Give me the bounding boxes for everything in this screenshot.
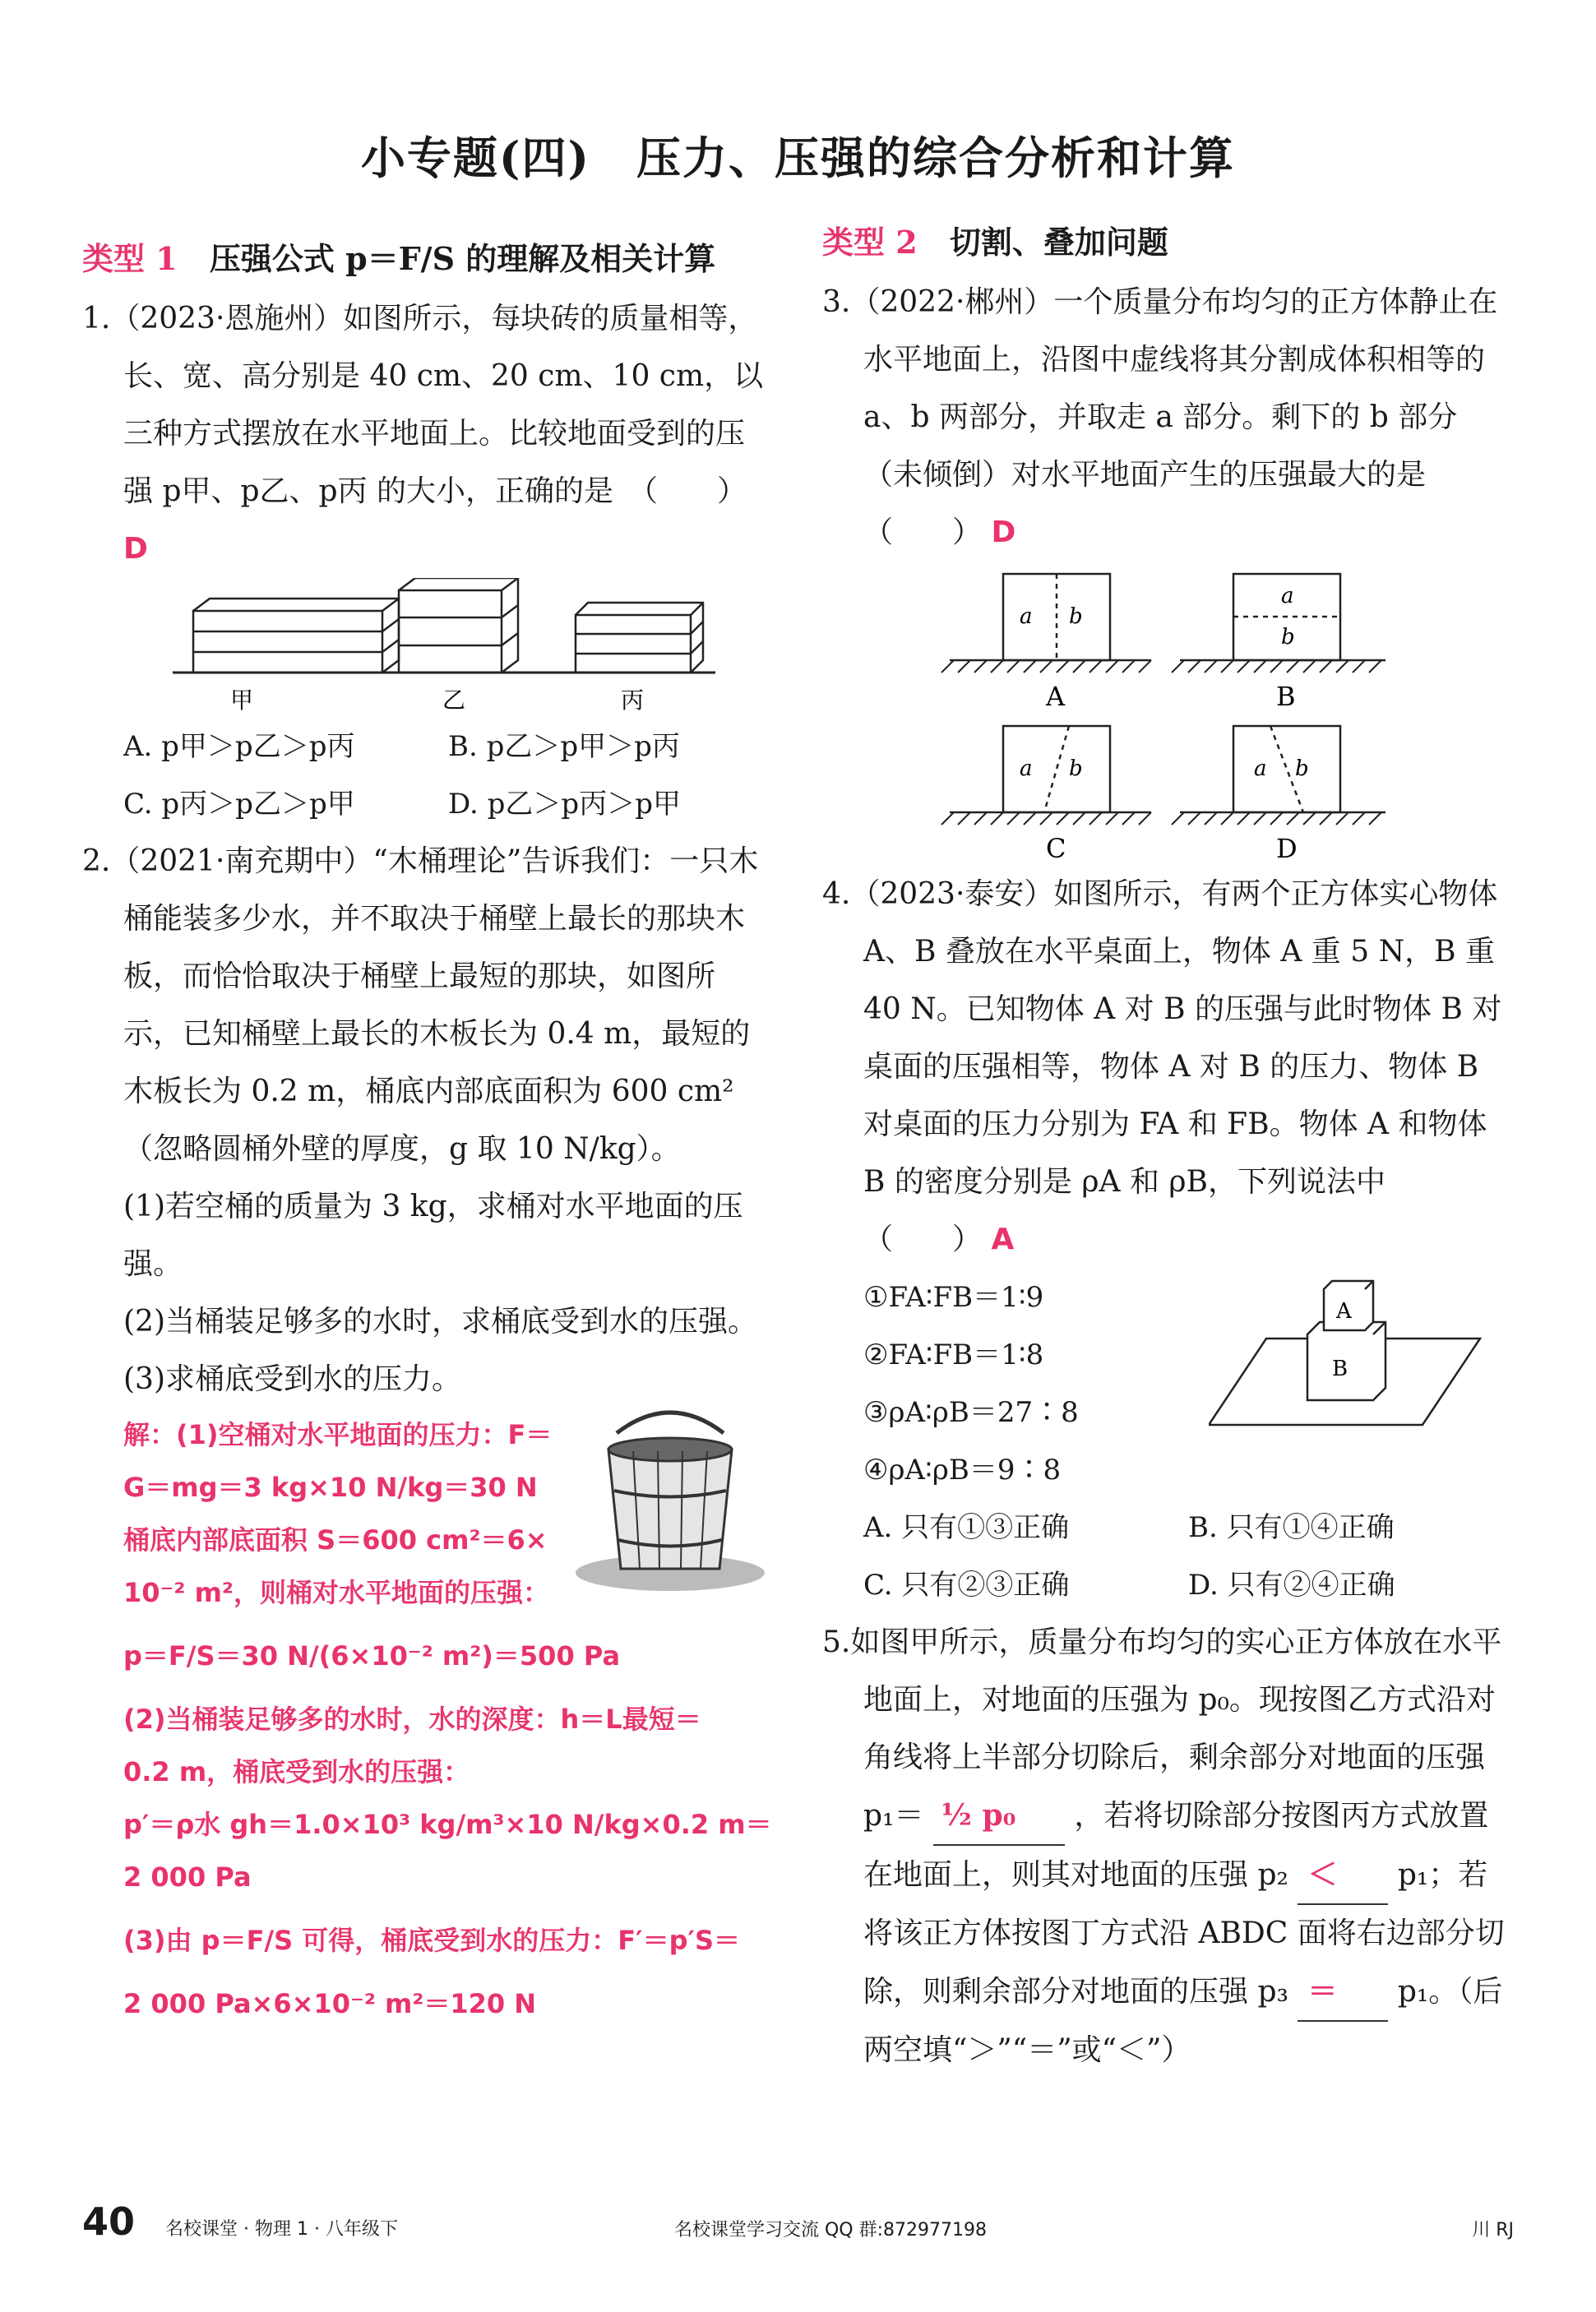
svg-text:a: a [1020,756,1033,781]
q3-answer: D [991,516,1016,549]
fig-label-jia: 甲 [230,687,254,714]
footer-qq: 名校课堂学习交流 QQ 群:872977198 [674,2220,988,2240]
fig-label-d: D [1276,833,1298,864]
svg-text:a: a [1020,604,1033,629]
q2-solution [82,1408,773,2030]
question-5 [822,1614,1513,2079]
page-title: 小专题(四) 压力、压强的综合分析和计算 [360,132,1236,184]
fig-label-a: A [1046,681,1066,712]
q1-option-a: A. p甲＞p乙＞p丙 [123,730,355,763]
question-2: 2.（2021·南充期中）“木桶理论”告诉我们：一只木桶能装多少水，并不取决于桶壁上最长的那块木板，而恰恰取决于桶壁上最短的那块，如图所示，已知桶壁上最长的木板长为 0.4 m，最短的木板长为 0.2 m，桶底内部底面积为 600 cm²（忽略圆桶外壁的厚度，g 取 10 N/kg）。 [82,844,759,1166]
right-column [822,218,1513,2079]
q3-text: 3.（2022·郴州）一个质量分布均匀的正方体静止在水平地面上，沿图中虚线将其分割成体积相等的 a、b 两部分，并取走 a 部分。剩下的 b 部分（未倾倒）对水平地面产生的压强最大的是 （ ） [822,285,1498,549]
q1-text: 1.（2023·恩施州）如图所示，每块砖的质量相等，长、宽、高分别是 40 cm、20 cm、10 cm，以三种方式摆放在水平地面上。比较地面受到的压强 p甲、p乙、p丙 的大小，正确的是 （ ） [82,302,764,508]
q5-text-d: p₁。（后两空填“＞”“＝”或“＜”） [863,1975,1503,2067]
q2-sub-1: (1)若空桶的质量为 3 kg，求桶对水平地面的压强。 [123,1190,743,1281]
question-3 [822,274,1513,562]
footer-book: 名校课堂 · 物理 1 · 八年级下 [165,2219,398,2240]
q2-sol-line-4: 10⁻² m²，则桶对水平地面的压强： [123,1577,549,1608]
q2-sol-line-1: 解：(1)空桶对水平地面的压力：F＝ [123,1419,553,1450]
svg-text:a: a [1281,584,1294,608]
svg-text:b: b [1281,625,1295,650]
stacked-blocks-figure [1209,1277,1488,1458]
q2-sol-line-6: (2)当桶装足够多的水时，水的深度：h＝L最短＝ [123,1704,701,1735]
q1-answer: D [123,532,148,566]
svg-text:b: b [1295,756,1309,781]
q5-blank-3: ＝ [1298,1963,1388,2022]
q2-sub-3: (3)求桶底受到水的压力。 [123,1362,461,1396]
question-1 [82,290,773,578]
type1-title: 压强公式 p＝F/S 的理解及相关计算 [209,240,716,277]
q1-options [82,718,773,833]
q2-sol-line-8: p′＝ρ水 gh＝1.0×10³ kg/m³×10 N/kg×0.2 m＝ [123,1809,772,1840]
q2-sol-line-9: 2 000 Pa [123,1861,252,1893]
bricks-figure [82,578,773,718]
page-number: 40 [82,2199,136,2244]
q5-blank-1: ½ p₀ [933,1787,1065,1846]
type1-heading [82,234,773,284]
q4-answer: A [991,1223,1015,1256]
q4-option-d: D. 只有②④正确 [1188,1569,1395,1602]
q4-text: 4.（2023·泰安）如图所示，有两个正方体实心物体 A、B 叠放在水平桌面上，物体 A 重 5 N，B 重 40 N。已知物体 A 对 B 的压强与此时物体 B 对桌面的压强相等，物体 A 对 B 的压力、物体 B 对桌面的压力分别为 FA 和 FB。物体 A 和物体 B 的密度分别是 ρA 和 ρB，下列说法中 （ ） [822,877,1502,1256]
q5-text-c: p₁；若将该正方体按图丁方式沿 ABDC 面将右边部分切除，则剩余部分对地面的压强 p₃ [863,1858,1505,2009]
fig-label-c: C [1046,833,1066,864]
question-4 [822,866,1513,1269]
q2-sol-line-10: (3)由 p＝F/S 可得，桶底受到水的压力：F′＝p′S＝ [123,1925,740,1956]
q2-sol-line-7: 0.2 m，桶底受到水的压强： [123,1756,470,1787]
q1-option-c: C. p丙＞p乙＞p甲 [123,788,355,821]
footer-edition: 川 RJ [1472,2220,1514,2240]
q2-sol-line-3: 桶底内部底面积 S＝600 cm²＝6× [123,1524,548,1556]
q2-sub-2: (2)当桶装足够多的水时，求桶底受到水的压强。 [123,1305,757,1339]
q4-option-b: B. 只有①④正确 [1188,1511,1395,1544]
fig-label-bing: 丙 [621,687,645,714]
cube-cut-figure [822,562,1513,866]
svg-text:b: b [1069,604,1083,629]
type1-tag: 类型 1 [82,240,178,277]
left-column [82,234,773,2030]
q4-statement-4: ④ρA∶ρB＝9∶8 [863,1454,1062,1487]
bucket-figure [567,1408,773,1598]
type2-tag: 类型 2 [822,224,918,261]
svg-text:A: A [1336,1299,1352,1324]
q4-option-c: C. 只有②③正确 [863,1569,1070,1602]
fig-label-b: B [1276,681,1296,712]
q4-statements-block [822,1269,1513,1499]
svg-text:B: B [1332,1357,1349,1381]
q1-option-d: D. p乙＞p丙＞p甲 [448,788,681,821]
fig-label-yi: 乙 [442,687,466,714]
q2-sol-line-2: G＝mg＝3 kg×10 N/kg＝30 N [123,1472,538,1503]
q2-sol-line-11: 2 000 Pa×6×10⁻² m²＝120 N [123,1988,537,2019]
q4-statement-1: ①FA∶FB＝1∶9 [863,1281,1044,1314]
q2-sol-line-5: p＝F/S＝30 N/(6×10⁻² m²)＝500 Pa [123,1640,621,1672]
svg-text:a: a [1254,756,1267,781]
q5-text-b: ，若将切除部分按图丙方式放置在地面上，则其对地面的压强 p₂ [863,1799,1489,1892]
q5-blank-2: ＜ [1298,1846,1388,1905]
q4-statement-2: ②FA∶FB＝1∶8 [863,1339,1044,1371]
svg-text:b: b [1069,756,1083,781]
type2-heading [822,218,1513,267]
type2-title: 切割、叠加问题 [949,224,1168,261]
q4-options [822,1499,1513,1614]
q4-option-a: A. 只有①③正确 [863,1511,1070,1544]
page-footer [82,2199,1514,2244]
q5-text-a: 5.如图甲所示，质量分布均匀的实心正方体放在水平地面上，对地面的压强为 p₀。现按图乙方式沿对角线将上半部分切除后，剩余部分对地面的压强 p₁＝ [822,1625,1502,1833]
q4-statement-3: ③ρA∶ρB＝27∶8 [863,1396,1079,1429]
q1-option-b: B. p乙＞p甲＞p丙 [448,730,680,763]
